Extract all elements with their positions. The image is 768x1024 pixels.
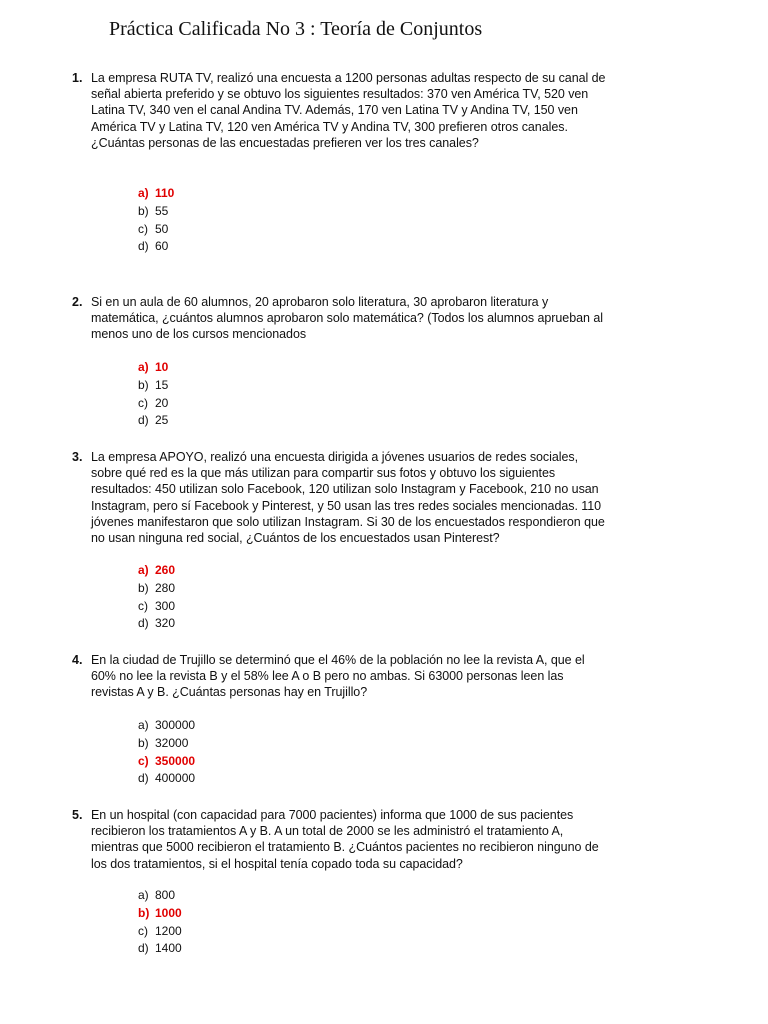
answer-options: [138, 185, 174, 256]
option-a: [138, 185, 174, 203]
option-value: 280: [155, 580, 176, 595]
question-text: En un hospital (con capacidad para 7000 pacientes) informa que 1000 de sus pacientes recibieron los tratamientos A y B. A un total de 2000 se les administró el tratamiento A, mientras que 5000 recibieron el tratamiento B. ¿Cuántos pacientes no recibieron ninguno de los dos tratamientos, si el hospital tenía copado toda su capacidad?: [91, 808, 599, 871]
option-letter: c): [138, 395, 148, 410]
option-value: 32000: [155, 735, 189, 750]
page-title: Práctica Calificada No 3 : Teoría de Conjuntos: [109, 18, 483, 40]
question-number: 4.: [72, 653, 83, 667]
option-c: [138, 221, 174, 239]
option-b: [138, 735, 195, 753]
option-value: 55: [155, 203, 169, 218]
option-letter: b): [138, 905, 150, 920]
option-d: [138, 940, 182, 958]
option-a: [138, 359, 168, 377]
option-letter: a): [138, 888, 149, 902]
option-letter: b): [138, 580, 149, 595]
option-value: 1200: [155, 923, 182, 938]
option-value: 50: [155, 221, 169, 236]
option-letter: a): [138, 186, 149, 200]
option-letter: c): [138, 221, 148, 236]
option-b: [138, 905, 182, 923]
option-value: 25: [155, 413, 169, 428]
option-letter: b): [138, 203, 149, 218]
answer-options: [138, 717, 195, 788]
option-value: 110: [155, 186, 175, 200]
option-b: [138, 203, 174, 221]
option-a: [138, 717, 195, 735]
option-letter: d): [138, 941, 149, 956]
option-c: [138, 598, 175, 616]
option-d: [138, 412, 168, 430]
option-letter: d): [138, 239, 149, 254]
option-letter: c): [138, 598, 148, 613]
option-letter: b): [138, 377, 149, 392]
answer-options: [138, 562, 175, 633]
question-text: La empresa RUTA TV, realizó una encuesta a 1200 personas adultas respecto de su canal de señal abierta preferido y se obtuvo los siguientes resultados: 370 ven América TV, 520 ven Latina TV, 340 ven el canal Andina TV. Además, 170 ven Latina TV y Andina TV, 150 ven América TV y Latina TV, 120 ven América TV y Andina TV, 300 prefieren otros canales. ¿Cuántas personas de las encuestadas prefieren ver los tres canales?: [91, 71, 606, 150]
option-c: [138, 923, 182, 941]
option-value: 320: [155, 616, 176, 631]
option-value: 350000: [155, 753, 196, 768]
option-letter: d): [138, 616, 149, 631]
answer-options: [138, 887, 182, 958]
option-b: [138, 377, 168, 395]
question-number: 3.: [72, 450, 83, 464]
option-value: 300: [155, 598, 176, 613]
option-d: [138, 770, 195, 788]
option-value: 300000: [155, 718, 196, 732]
option-value: 10: [155, 360, 169, 374]
question-text: En la ciudad de Trujillo se determinó que el 46% de la población no lee la revista A, que el 60% no lee la revista B y el 58% lee A o B pero no ambas. Si 63000 personas leen las revistas A y B. ¿Cuántas personas hay en Trujillo?: [91, 653, 585, 700]
option-c: [138, 395, 168, 413]
option-value: 1000: [155, 905, 182, 920]
question-number: 5.: [72, 808, 83, 822]
option-value: 400000: [155, 771, 196, 786]
option-letter: d): [138, 771, 149, 786]
option-a: [138, 562, 175, 580]
option-letter: d): [138, 413, 149, 428]
option-value: 60: [155, 239, 169, 254]
option-value: 1400: [155, 941, 182, 956]
question-number: 1.: [72, 71, 83, 85]
option-d: [138, 615, 175, 633]
option-d: [138, 238, 174, 256]
option-b: [138, 580, 175, 598]
option-letter: c): [138, 753, 149, 768]
option-value: 260: [155, 563, 176, 577]
option-letter: a): [138, 718, 149, 732]
option-letter: c): [138, 923, 148, 938]
option-c: [138, 753, 195, 771]
answer-options: [138, 359, 168, 430]
option-letter: a): [138, 360, 149, 374]
option-value: 800: [155, 888, 176, 902]
question-number: 2.: [72, 295, 83, 309]
option-letter: b): [138, 735, 149, 750]
question-text: La empresa APOYO, realizó una encuesta dirigida a jóvenes usuarios de redes sociales, sobre qué red es la que más utilizan para compartir sus fotos y obtuvo los siguientes resultados: 450 utilizan solo Facebook, 120 utilizan solo Instagram y Facebook, 210 no usan Instagram, pero sí Facebook y Pinterest, y 50 usan las tres redes sociales mencionadas. 110 jóvenes manifestaron que solo utilizan Instagram. Si 30 de los encuestados respondieron que no usan ninguna red social, ¿Cuántos de los encuestados usan Pinterest?: [91, 450, 605, 546]
question-text: Si en un aula de 60 alumnos, 20 aprobaron solo literatura, 30 aprobaron literatura y matemática, ¿cuántos alumnos aprobaron solo matemática? (Todos los alumnos aprueban al menos uno de los cursos mencionados: [91, 295, 603, 342]
option-value: 20: [155, 395, 169, 410]
option-letter: a): [138, 563, 149, 577]
option-value: 15: [155, 377, 169, 392]
option-a: [138, 887, 182, 905]
